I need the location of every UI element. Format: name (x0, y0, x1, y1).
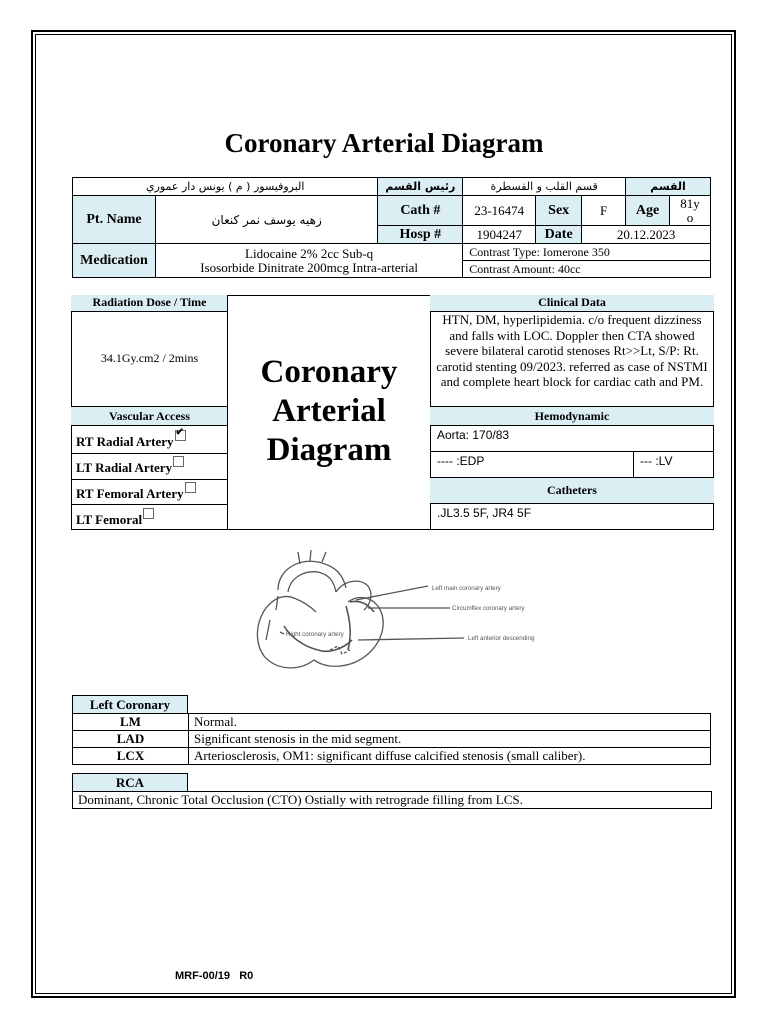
page-title: Coronary Arterial Diagram (224, 128, 544, 158)
form-code (175, 970, 253, 982)
checkbox-icon[interactable] (185, 482, 196, 493)
edp-value: ---- :EDP (437, 454, 485, 468)
cath-value: 23-16474 (463, 196, 536, 226)
center-title-line-3: Diagram (266, 432, 392, 468)
hemodynamic-label: Hemodynamic (430, 406, 714, 426)
center-title-line-2: Arterial (272, 393, 386, 429)
vascular-access-label: Vascular Access (71, 406, 228, 426)
pt-name: زهيه يوسف نمر كنعان (155, 196, 377, 244)
access-lt-radial[interactable] (76, 460, 184, 476)
center-diagram-title (227, 353, 431, 470)
cath-label: Cath # (378, 196, 463, 226)
lc-name: LM (73, 714, 189, 731)
checkbox-icon[interactable] (175, 430, 186, 441)
checkbox-icon[interactable] (173, 456, 184, 467)
age-value: 81y o (669, 196, 710, 226)
radiation-label: Radiation Dose / Time (71, 295, 228, 312)
table-row (73, 731, 711, 748)
table-row (73, 714, 711, 731)
catheters-label: Catheters (430, 477, 714, 504)
hosp-label: Hosp # (378, 226, 463, 244)
date-value: 20.12.2023 (582, 226, 711, 244)
medication-value (155, 244, 462, 278)
date-label: Date (536, 226, 582, 244)
contrast-amount: Contrast Amount: 40cc (463, 261, 711, 278)
lc-finding: Significant stenosis in the mid segment. (189, 731, 711, 748)
sex-label: Sex (536, 196, 582, 226)
revision-value: R0 (239, 970, 254, 982)
form-code-value: MRF-00/19 (175, 970, 231, 982)
sex-value: F (582, 196, 626, 226)
contrast-type: Contrast Type: Iomerone 350 (463, 244, 711, 261)
label-circumflex: Circumflex coronary artery (452, 605, 525, 612)
label-lad: Left anterior descending (468, 635, 535, 642)
pt-name-label: Pt. Name (73, 196, 156, 244)
medication-line-2: Isosorbide Dinitrate 200mcg Intra-arterial (200, 259, 418, 275)
table-row (73, 748, 711, 765)
access-rt-femoral-label: RT Femoral Artery (76, 486, 184, 501)
rca-finding: Dominant, Chronic Total Occlusion (CTO) Ostially with retrograde filling from LCS. (72, 791, 712, 809)
head-of-dept-name: البروفيسور ( م ) يونس دار عموري (73, 178, 378, 196)
access-lt-radial-label: LT Radial Artery (76, 460, 173, 475)
age-label: Age (626, 196, 670, 226)
checkbox-icon[interactable] (143, 508, 154, 519)
hosp-value: 1904247 (463, 226, 536, 244)
access-rt-femoral[interactable] (76, 486, 196, 502)
radiation-value: 34.1Gy.cm2 / 2mins (100, 351, 199, 365)
dept-name: قسم القلب و القسطرة (463, 178, 626, 196)
center-title-line-1: Coronary (260, 354, 398, 390)
dept-label: القسم (626, 178, 711, 196)
lc-finding: Normal. (189, 714, 711, 731)
access-rt-radial[interactable] (76, 434, 186, 450)
medication-label: Medication (73, 244, 156, 278)
lc-name: LCX (73, 748, 189, 765)
catheters-value: .JL3.5 5F, JR4 5F (437, 506, 532, 520)
medication-line-1: Lidocaine 2% 2cc Sub-q (245, 245, 374, 261)
label-right-coronary: Right coronary artery (286, 631, 344, 638)
lc-finding: Arteriosclerosis, OM1: significant diffuse calcified stenosis (small caliber). (189, 748, 711, 765)
head-of-dept-label: رئيس القسم (378, 178, 463, 196)
clinical-data-text: HTN, DM, hyperlipidemia. c/o frequent dizziness and falls with LOC. Doppler then CTA showed severe bilateral carotid stenoses Rt>>Lt, S/P: Rt. carotid stenting 09/2023. referred as case of NSTMI and complete heart block for cardiac cath and PM. (436, 312, 708, 389)
access-lt-femoral[interactable] (76, 512, 154, 528)
lv-value: --- :LV (640, 454, 673, 468)
patient-header-table (72, 177, 711, 278)
access-lt-femoral-label: LT Femoral (76, 512, 143, 527)
clinical-data-label: Clinical Data (430, 295, 714, 312)
label-left-main: Left main coronary artery (432, 585, 501, 592)
access-rt-radial-label: RT Radial Artery (76, 434, 174, 449)
lc-name: LAD (73, 731, 189, 748)
aorta-value: Aorta: 170/83 (437, 428, 510, 442)
rca-label: RCA (72, 773, 188, 792)
left-coronary-label: Left Coronary (72, 695, 188, 714)
left-coronary-table (72, 713, 711, 765)
heart-diagram (218, 550, 538, 680)
